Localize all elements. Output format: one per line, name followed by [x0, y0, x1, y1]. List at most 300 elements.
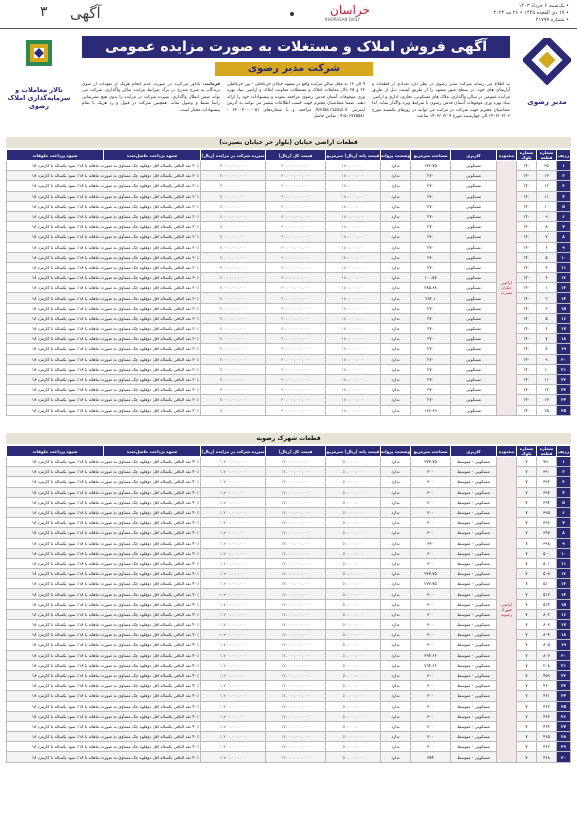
- table-cell: ۳۰۰: [411, 691, 451, 701]
- table-cell: ۹: [557, 538, 571, 548]
- ad-title: آگهی فروش املاک و مستغلات به صورت مزایده عمومی: [82, 36, 510, 58]
- table-cell: ۱۵: [557, 599, 571, 609]
- table-cell: مسکونی - متوسط: [451, 640, 497, 650]
- table-cell: ۱،۷۰۰،۰۰۰،۰۰۰: [201, 487, 266, 497]
- table-cell: مسکونی - متوسط: [451, 538, 497, 548]
- table-cell: ۷: [517, 752, 537, 762]
- table-cell: ۲۷: [557, 721, 571, 731]
- table-cell: ۴۰٪ نقد الباقی یکساله اقل دوقلوه چک مساوی به صورت ماهانه با ۱۸٪ سود یکساله با کارمزد ۱۸: [7, 732, 201, 742]
- table-cell: ۷: [517, 569, 537, 579]
- table-cell: ۷: [517, 528, 537, 538]
- table-cell: ۳،۰۰۰،۰۰۰،۰۰۰: [201, 262, 266, 272]
- table-cell: ۸۰۳: [537, 620, 557, 630]
- table-cell: ۳،۰۰۰،۰۰۰،۰۰۰: [201, 293, 266, 303]
- table-cell: ۱۸۰،۰۰۰،۰۰۰: [326, 293, 381, 303]
- table-cell: ۲۰٪ نقد الباقی یکساله اقل دوقلوه چک مساوی به صورت ماهانه با ۱۸٪ سود یکساله با کارمزد ۱۸: [7, 211, 201, 221]
- table-cell: ۴۵۹: [537, 670, 557, 680]
- table-cell: ۴۰٪ نقد الباقی یکساله اقل دوقلوه چک مساوی به صورت ماهانه با ۱۸٪ سود یکساله با کارمزد ۱۸: [7, 752, 201, 762]
- table-cell: ۸: [557, 528, 571, 538]
- table-cell: ۱،۷۰۰،۰۰۰،۰۰۰: [201, 701, 266, 711]
- table-cell: ۱۸۰،۰۰۰،۰۰۰: [326, 262, 381, 272]
- table-cell: ۱۹: [557, 640, 571, 650]
- table-cell: ۳،۰۰۰،۰۰۰،۰۰۰: [201, 252, 266, 262]
- table-cell: ۲۷۰: [411, 374, 451, 384]
- table-cell: ۴: [557, 487, 571, 497]
- table-cell: ۱۴: [557, 589, 571, 599]
- table-cell: ۱،۷۰۰،۰۰۰،۰۰۰: [201, 640, 266, 650]
- table-cell: ۴۰٪ نقد الباقی یکساله اقل دوقلوه چک مساوی به صورت ماهانه با ۱۸٪ سود یکساله با کارمزد ۱۸: [7, 579, 201, 589]
- table-cell: مسکونی: [451, 161, 497, 171]
- table-cell: مسکونی: [451, 171, 497, 181]
- table-cell: ۴۰٪ نقد الباقی یکساله اقل دوقلوه چک مساوی به صورت ماهانه با ۱۸٪ سود یکساله با کارمزد ۱۸: [7, 518, 201, 528]
- table-cell: مسکونی: [451, 293, 497, 303]
- table-cell: ۱۴۰: [517, 201, 537, 211]
- table-row: [7, 222, 571, 232]
- table-cell: ۲۰٪ نقد الباقی یکساله اقل دوقلوه چک مساوی به صورت ماهانه با ۱۸٪ سود یکساله با کارمزد ۱۸: [7, 405, 201, 415]
- table-cell: ۲۰٪ نقد الباقی یکساله اقل دوقلوه چک مساوی به صورت ماهانه با ۱۸٪ سود یکساله با کارمزد ۱۸: [7, 201, 201, 211]
- table-cell: ۳،۰۰۰،۰۰۰،۰۰۰: [201, 385, 266, 395]
- table-cell: ۳۹۲: [537, 477, 557, 487]
- column-header: ردیف: [557, 150, 571, 161]
- table-cell: ۱۷،۰۰۰،۰۰۰،۰۰۰: [266, 497, 326, 507]
- table-cell: ۱۷،۰۰۰،۰۰۰،۰۰۰: [266, 487, 326, 497]
- table-row: [7, 538, 571, 548]
- table-cell: ۴۰٪ نقد الباقی یکساله اقل دوقلوه چک مساوی به صورت ماهانه با ۱۸٪ سود یکساله با کارمزد ۱۸: [7, 691, 201, 701]
- table-cell: ندارد: [381, 252, 411, 262]
- table-cell: ۳۰۰: [411, 711, 451, 721]
- table-cell: مسکونی - متوسط: [451, 589, 497, 599]
- table-cell: ۳۰،۰۰۰،۰۰۰،۰۰۰: [266, 181, 326, 191]
- table-cell: ۱۷،۰۰۰،۰۰۰،۰۰۰: [266, 558, 326, 568]
- table-row: [7, 558, 571, 568]
- table-cell: ۵: [537, 252, 557, 262]
- table-cell: ۷: [517, 507, 537, 517]
- table-cell: ۲۷۰: [411, 364, 451, 374]
- table-cell: ۳۰: [557, 752, 571, 762]
- table-cell: ۵۰،۰۰۰،۰۰۰: [326, 528, 381, 538]
- table-cell: ۱۷: [557, 620, 571, 630]
- logo-caption-2: سرمایه‌گذاری املاک رضوی: [7, 94, 71, 110]
- table-cell: ۱۳: [557, 579, 571, 589]
- section-label: آگهی: [70, 4, 101, 22]
- table-cell: ندارد: [381, 538, 411, 548]
- table-cell: ۲۰٪ نقد الباقی یکساله اقل دوقلوه چک مساوی به صورت ماهانه با ۱۸٪ سود یکساله با کارمزد ۱۸: [7, 385, 201, 395]
- table-cell: ۵۰،۰۰۰،۰۰۰: [326, 558, 381, 568]
- column-header: شیوه پرداخت حاصل‌شده: [104, 150, 201, 161]
- table-cell: ۱،۷۰۰،۰۰۰،۰۰۰: [201, 650, 266, 660]
- intro-col-middle: ۹ الی ۱۳ به محل سالن مزایده واقع در مشهد خیابان حرعاملی - بین حرعاملی ۲۳ و ۲۵ تالار معاملات املاک و مستغلات معاونت املاک و اراضی بنیاد بهره وری موقوفات آستان قدس رضوی مراجعه نموده و پیشنهادات خود را ارائه دهند. ضمنا متقاضیان محترم جهت کسب اطلاعات بیشتر می توانند به آدرس اینترنتی Amlak.razavi.ir مراجعه و یا شماره‌های ۰۵۱-۳۲۰۰۴۰۰۰ - ۰۹۱۵۰۶۷۷۵۵۸۱ تماس حاصل: [227, 82, 365, 120]
- intro-col-right: به اطلاع می رساند شرکت مدبر رضوی در نظر دارد تعدادی از قطعات و آپارتمان های خود، در سطح شهر مشهد را از طریق لیست ذیل از طریق مزایده عمومی در سالن واگذاری، ملاک های مسکونی، تجاری، اداری و اراضی بنیاد بهره وری موقوفات آستان قدس رضوی با شرایط ویژه واگذار نماید. لذا متقاضیان محترم جهت شرکت در مزایده می توانند در روزهای یکشنبه مورخ ۱۴۰۳/۰۳/۰۶ الی چهارشنبه مورخ ۱۴۰۳/۰۳/۰۹ ساعت: [372, 82, 510, 120]
- table-cell: ۳،۰۰۰،۰۰۰،۰۰۰: [201, 324, 266, 334]
- table-cell: ۷: [557, 222, 571, 232]
- column-header: مساحت مترمربع: [411, 150, 451, 161]
- table-cell: ندارد: [381, 711, 411, 721]
- table-cell: ۳۰۰: [411, 599, 451, 609]
- table-cell: ۱۴۰: [517, 222, 537, 232]
- table-cell: ۳،۰۰۰،۰۰۰،۰۰۰: [201, 201, 266, 211]
- table-cell: ۱۷،۰۰۰،۰۰۰،۰۰۰: [266, 589, 326, 599]
- column-header: شماره قطعه: [537, 150, 557, 161]
- table-cell: ۲۰٪ نقد الباقی یکساله اقل دوقلوه چک مساوی به صورت ماهانه با ۱۸٪ سود یکساله با کارمزد ۱۸: [7, 262, 201, 272]
- area-label-cell: اراضی شهرک رضویه: [497, 457, 517, 763]
- table-cell: ندارد: [381, 354, 411, 364]
- table-cell: ۳۰،۰۰۰،۰۰۰،۰۰۰: [266, 344, 326, 354]
- table-cell: ۵۰،۰۰۰،۰۰۰: [326, 569, 381, 579]
- table-cell: ۱،۷۰۰،۰۰۰،۰۰۰: [201, 732, 266, 742]
- table-cell: ۸۰۷: [537, 650, 557, 660]
- table-cell: ۱۸۰،۰۰۰،۰۰۰: [326, 334, 381, 344]
- table-cell: ۵۰،۰۰۰،۰۰۰: [326, 518, 381, 528]
- table-cell: ۳۰۰: [411, 589, 451, 599]
- table-cell: ۵۰،۰۰۰،۰۰۰: [326, 457, 381, 467]
- table-cell: ۴۶۸: [537, 752, 557, 762]
- table-cell: ۴: [537, 262, 557, 272]
- table-cell: ۱،۷۰۰،۰۰۰،۰۰۰: [201, 457, 266, 467]
- table-cell: ۴۶۳: [537, 711, 557, 721]
- table-cell: مسکونی: [451, 273, 497, 283]
- table-cell: ۳،۰۰۰،۰۰۰،۰۰۰: [201, 405, 266, 415]
- table-cell: ۷: [517, 681, 537, 691]
- table-cell: ۳،۰۰۰،۰۰۰،۰۰۰: [201, 354, 266, 364]
- table-cell: ۷: [517, 599, 537, 609]
- table-row: [7, 385, 571, 395]
- table-row: [7, 599, 571, 609]
- table-row: [7, 161, 571, 171]
- table-cell: مسکونی: [451, 252, 497, 262]
- table-cell: ۴۰٪ نقد الباقی یکساله اقل دوقلوه چک مساوی به صورت ماهانه با ۱۸٪ سود یکساله با کارمزد ۱۸: [7, 528, 201, 538]
- table-cell: ندارد: [381, 518, 411, 528]
- table-cell: ۳۰،۰۰۰،۰۰۰،۰۰۰: [266, 364, 326, 374]
- table-cell: ۲۰٪ نقد الباقی یکساله اقل دوقلوه چک مساوی به صورت ماهانه با ۱۸٪ سود یکساله با کارمزد ۱۸: [7, 293, 201, 303]
- table-cell: ۲۵: [557, 405, 571, 415]
- table-row: [7, 313, 571, 323]
- table-cell: ۲۷۰: [411, 334, 451, 344]
- table-cell: ۱،۷۰۰،۰۰۰،۰۰۰: [201, 609, 266, 619]
- table-cell: ۸۰۲: [537, 609, 557, 619]
- table-cell: ۳۰،۰۰۰،۰۰۰،۰۰۰: [266, 222, 326, 232]
- logo-caption: مدبر رضوی: [527, 98, 567, 106]
- table-cell: ۲۷۰: [411, 344, 451, 354]
- table-cell: ۳۰۰: [411, 620, 451, 630]
- table-cell: ۱۳: [537, 395, 557, 405]
- table-cell: ندارد: [381, 579, 411, 589]
- table-cell: مسکونی: [451, 364, 497, 374]
- table-cell: ۳۰۰: [411, 721, 451, 731]
- date-line: • یک‌شنبه ۶ خرداد ۱۴۰۳: [518, 3, 569, 9]
- table-cell: ۳،۰۰۰،۰۰۰،۰۰۰: [201, 232, 266, 242]
- table-row: [7, 681, 571, 691]
- table-cell: ندارد: [381, 344, 411, 354]
- table-cell: ۴۰٪ نقد الباقی یکساله اقل دوقلوه چک مساوی به صورت ماهانه با ۱۸٪ سود یکساله با کارمزد ۱۸: [7, 599, 201, 609]
- table-cell: مسکونی - متوسط: [451, 528, 497, 538]
- table-cell: ۱۷،۰۰۰،۰۰۰،۰۰۰: [266, 691, 326, 701]
- table-row: [7, 232, 571, 242]
- table-cell: ۴۰٪ نقد الباقی یکساله اقل دوقلوه چک مساوی به صورت ماهانه با ۱۸٪ سود یکساله با کارمزد ۱۸: [7, 487, 201, 497]
- table-cell: ۵۰،۰۰۰،۰۰۰: [326, 752, 381, 762]
- table-cell: ۵۰،۰۰۰،۰۰۰: [326, 507, 381, 517]
- table-cell: ۸: [537, 222, 557, 232]
- table-cell: ۵۰۱: [537, 558, 557, 568]
- table-cell: ۲۷۰: [411, 232, 451, 242]
- table-cell: ۲۷۰: [411, 171, 451, 181]
- table-cell: ندارد: [381, 262, 411, 272]
- table-row: [7, 262, 571, 272]
- table-cell: ۴۰٪ نقد الباقی یکساله اقل دوقلوه چک مساوی به صورت ماهانه با ۱۸٪ سود یکساله با کارمزد ۱۸: [7, 477, 201, 487]
- table-cell: ۱۸۰،۰۰۰،۰۰۰: [326, 191, 381, 201]
- table-cell: ۴۰٪ نقد الباقی یکساله اقل دوقلوه چک مساوی به صورت ماهانه با ۱۸٪ سود یکساله با کارمزد ۱۸: [7, 711, 201, 721]
- table-cell: ندارد: [381, 181, 411, 191]
- table-cell: ۳،۰۰۰،۰۰۰،۰۰۰: [201, 334, 266, 344]
- table-cell: ۱،۷۰۰،۰۰۰،۰۰۰: [201, 681, 266, 691]
- table-cell: ۱،۷۰۰،۰۰۰،۰۰۰: [201, 630, 266, 640]
- table-cell: ۲۳: [557, 681, 571, 691]
- table-cell: ۳،۰۰۰،۰۰۰،۰۰۰: [201, 161, 266, 171]
- table-razavieh: [6, 445, 571, 763]
- table-cell: ۱۴۰: [517, 364, 537, 374]
- table-cell: ۱،۷۰۰،۰۰۰،۰۰۰: [201, 528, 266, 538]
- table-cell: ندارد: [381, 497, 411, 507]
- table-cell: ۳۰،۰۰۰،۰۰۰،۰۰۰: [266, 242, 326, 252]
- table-cell: ۱۴۰: [517, 283, 537, 293]
- table-cell: ۳۹۳: [537, 487, 557, 497]
- table-cell: ۳،۰۰۰،۰۰۰،۰۰۰: [201, 211, 266, 221]
- column-header: قیمت پایه (ریال) مترمربع: [326, 446, 381, 457]
- table-cell: ۱۸۰،۰۰۰،۰۰۰: [326, 283, 381, 293]
- table-cell: ندارد: [381, 620, 411, 630]
- table-cell: ۵۰،۰۰۰،۰۰۰: [326, 467, 381, 477]
- table-cell: ۱۷،۰۰۰،۰۰۰،۰۰۰: [266, 721, 326, 731]
- table-cell: ۲۰٪ نقد الباقی یکساله اقل دوقلوه چک مساوی به صورت ماهانه با ۱۸٪ سود یکساله با کارمزد ۱۸: [7, 395, 201, 405]
- table-row: [7, 334, 571, 344]
- table-cell: ۳۰،۰۰۰،۰۰۰،۰۰۰: [266, 201, 326, 211]
- table-row: [7, 721, 571, 731]
- table-cell: ندارد: [381, 721, 411, 731]
- table-row: [7, 457, 571, 467]
- table-cell: ۱۸۰،۰۰۰،۰۰۰: [326, 344, 381, 354]
- table-cell: ۷: [517, 538, 537, 548]
- table-cell: ۱۸۰،۰۰۰،۰۰۰: [326, 273, 381, 283]
- table-cell: ندارد: [381, 242, 411, 252]
- table-cell: ۴۰٪ نقد الباقی یکساله اقل دوقلوه چک مساوی به صورت ماهانه با ۱۸٪ سود یکساله با کارمزد ۱۸: [7, 620, 201, 630]
- table-cell: ۵۰،۰۰۰،۰۰۰: [326, 538, 381, 548]
- table-cell: ۳۰۰: [411, 558, 451, 568]
- table-cell: ۱۰۰.۵۳: [411, 273, 451, 283]
- table-cell: ۱،۷۰۰،۰۰۰،۰۰۰: [201, 558, 266, 568]
- table-cell: ۲۷۰: [411, 303, 451, 313]
- table-cell: ۴۰٪ نقد الباقی یکساله اقل دوقلوه چک مساوی به صورت ماهانه با ۱۸٪ سود یکساله با کارمزد ۱۸: [7, 640, 201, 650]
- table-cell: ۳،۰۰۰،۰۰۰،۰۰۰: [201, 222, 266, 232]
- table-cell: ۷: [517, 650, 537, 660]
- table-cell: ۴۶۲: [537, 701, 557, 711]
- table-cell: مسکونی: [451, 385, 497, 395]
- column-header: سپرده شرکت در مزایده (ریال): [201, 150, 266, 161]
- table-cell: ۱: [537, 283, 557, 293]
- table-cell: ۱۷،۰۰۰،۰۰۰،۰۰۰: [266, 752, 326, 762]
- table-row: [7, 364, 571, 374]
- table-cell: ندارد: [381, 457, 411, 467]
- table-cell: ندارد: [381, 630, 411, 640]
- table-cell: ۵۰،۰۰۰،۰۰۰: [326, 691, 381, 701]
- table-cell: ۱۵: [537, 405, 557, 415]
- table-cell: ۴۰٪ نقد الباقی یکساله اقل دوقلوه چک مساوی به صورت ماهانه با ۱۸٪ سود یکساله با کارمزد ۱۸: [7, 507, 201, 517]
- table-cell: ۱۷،۰۰۰،۰۰۰،۰۰۰: [266, 681, 326, 691]
- table-cell: ۲۷۷.۷۵: [411, 457, 451, 467]
- table-cell: ۳۰،۰۰۰،۰۰۰،۰۰۰: [266, 334, 326, 344]
- table-cell: ۱۴۰: [517, 395, 537, 405]
- table-cell: ندارد: [381, 405, 411, 415]
- table-cell: ۳،۰۰۰،۰۰۰،۰۰۰: [201, 364, 266, 374]
- table-cell: ۲۰: [557, 354, 571, 364]
- table-row: [7, 283, 571, 293]
- table-cell: ۱۱: [557, 558, 571, 568]
- table-cell: ۲۱: [557, 364, 571, 374]
- modabber-logo-icon: [523, 38, 571, 94]
- table-cell: ۱: [557, 457, 571, 467]
- table-cell: ۹: [537, 211, 557, 221]
- table-cell: مسکونی: [451, 181, 497, 191]
- table-cell: ۵۰،۰۰۰،۰۰۰: [326, 630, 381, 640]
- amlak-logo-icon: [4, 38, 74, 82]
- table-cell: مسکونی - متوسط: [451, 732, 497, 742]
- table-cell: ۷: [517, 579, 537, 589]
- table-cell: ۴۰٪ نقد الباقی یکساله اقل دوقلوه چک مساوی به صورت ماهانه با ۱۸٪ سود یکساله با کارمزد ۱۸: [7, 670, 201, 680]
- table-cell: ۲۰٪ نقد الباقی یکساله اقل دوقلوه چک مساوی به صورت ماهانه با ۱۸٪ سود یکساله با کارمزد ۱۸: [7, 273, 201, 283]
- table-cell: ندارد: [381, 650, 411, 660]
- table-cell: ۳،۰۰۰،۰۰۰،۰۰۰: [201, 273, 266, 283]
- table-cell: ۲۰٪ نقد الباقی یکساله اقل دوقلوه چک مساوی به صورت ماهانه با ۱۸٪ سود یکساله با کارمزد ۱۸: [7, 161, 201, 171]
- table-cell: ۸: [537, 344, 557, 354]
- table-cell: ۱،۷۰۰،۰۰۰،۰۰۰: [201, 477, 266, 487]
- table-cell: ۳،۰۰۰،۰۰۰،۰۰۰: [201, 242, 266, 252]
- table-cell: ۲: [557, 171, 571, 181]
- table-cell: ۴۰٪ نقد الباقی یکساله اقل دوقلوه چک مساوی به صورت ماهانه با ۱۸٪ سود یکساله با کارمزد ۱۸: [7, 558, 201, 568]
- table-cell: مسکونی - متوسط: [451, 701, 497, 711]
- table-cell: ۵۰،۰۰۰،۰۰۰: [326, 609, 381, 619]
- table-cell: ندارد: [381, 232, 411, 242]
- table-cell: ۱۸۰،۰۰۰،۰۰۰: [326, 374, 381, 384]
- table-cell: ۲۸۵.۶۸: [411, 283, 451, 293]
- table-cell: ۳۹۵: [537, 507, 557, 517]
- table-row: [7, 670, 571, 680]
- table-cell: ۵۰،۰۰۰،۰۰۰: [326, 620, 381, 630]
- table-cell: ۴۰٪ نقد الباقی یکساله اقل دوقلوه چک مساوی به صورت ماهانه با ۱۸٪ سود یکساله با کارمزد ۱۸: [7, 609, 201, 619]
- table-cell: ۳۰۰: [411, 548, 451, 558]
- table-cell: ۲۰٪ نقد الباقی یکساله اقل دوقلوه چک مساوی به صورت ماهانه با ۱۸٪ سود یکساله با کارمزد ۱۸: [7, 191, 201, 201]
- table-cell: مسکونی - متوسط: [451, 609, 497, 619]
- table-cell: ۲۹۲.۱: [411, 293, 451, 303]
- table-cell: ۲۹: [557, 742, 571, 752]
- modabber-razavi-logo: [523, 38, 571, 110]
- column-header: کاربری: [451, 446, 497, 457]
- table-row: [7, 273, 571, 283]
- table-cell: ۱،۷۰۰،۰۰۰،۰۰۰: [201, 507, 266, 517]
- table-cell: ۵۰،۰۰۰،۰۰۰: [326, 487, 381, 497]
- table-cell: مسکونی: [451, 334, 497, 344]
- table-cell: ۱،۷۰۰،۰۰۰،۰۰۰: [201, 620, 266, 630]
- table-cell: ۱،۷۰۰،۰۰۰،۰۰۰: [201, 660, 266, 670]
- table-cell: ۱،۷۰۰،۰۰۰،۰۰۰: [201, 467, 266, 477]
- table-cell: ندارد: [381, 161, 411, 171]
- table-cell: ۵۰،۰۰۰،۰۰۰: [326, 477, 381, 487]
- table-cell: ۱،۷۰۰،۰۰۰،۰۰۰: [201, 721, 266, 731]
- table-cell: ندارد: [381, 364, 411, 374]
- table-cell: ۳،۰۰۰،۰۰۰،۰۰۰: [201, 181, 266, 191]
- intro-body: یادآور می‌گردد در صورت عدم انجام هریک از تعهدات از سوی برندگان به شرح مندرج در برگ شرایط مزایده سالن واگذاری، شرکت می تواند ضمن ابطال واگذاری، سپرده شرکت در مزایده را بدون هیچ تشریفاتی راسا ضبط و وصول نماید. همچنین شرکت در قبول و رد هریک یا تمام پیشنهادات مختار است.: [82, 82, 220, 113]
- table-cell: ۲۰٪ نقد الباقی یکساله اقل دوقلوه چک مساوی به صورت ماهانه با ۱۸٪ سود یکساله با کارمزد ۱۸: [7, 334, 201, 344]
- table-cell: ۱،۷۰۰،۰۰۰،۰۰۰: [201, 579, 266, 589]
- table-cell: ۲۰٪ نقد الباقی یکساله اقل دوقلوه چک مساوی به صورت ماهانه با ۱۸٪ سود یکساله با کارمزد ۱۸: [7, 344, 201, 354]
- table-cell: ۵۰،۰۰۰،۰۰۰: [326, 599, 381, 609]
- table-cell: ندارد: [381, 293, 411, 303]
- table-cell: ۲۷۰: [411, 252, 451, 262]
- table-cell: ۴۰٪ نقد الباقی یکساله اقل دوقلوه چک مساوی به صورت ماهانه با ۱۸٪ سود یکساله با کارمزد ۱۸: [7, 630, 201, 640]
- table-cell: مسکونی: [451, 354, 497, 364]
- table-cell: ندارد: [381, 467, 411, 477]
- table-row: [7, 201, 571, 211]
- table-cell: ۵: [537, 313, 557, 323]
- table-row: [7, 405, 571, 415]
- table-cell: ۲۰٪ نقد الباقی یکساله اقل دوقلوه چک مساوی به صورت ماهانه با ۱۸٪ سود یکساله با کارمزد ۱۸: [7, 222, 201, 232]
- table-cell: ۱۷،۰۰۰،۰۰۰،۰۰۰: [266, 650, 326, 660]
- table-cell: ۷: [557, 518, 571, 528]
- table-cell: ۱۴۰: [517, 313, 537, 323]
- table-cell: مسکونی - متوسط: [451, 630, 497, 640]
- table-cell: مسکونی - متوسط: [451, 569, 497, 579]
- table-basirat: [6, 149, 571, 416]
- table-cell: ۲: [537, 303, 557, 313]
- table-cell: ۳۰،۰۰۰،۰۰۰،۰۰۰: [266, 324, 326, 334]
- table-row: [7, 211, 571, 221]
- table-row: [7, 242, 571, 252]
- table-cell: مسکونی - متوسط: [451, 752, 497, 762]
- table-cell: ۱۷،۰۰۰،۰۰۰،۰۰۰: [266, 477, 326, 487]
- table-cell: ۲: [537, 293, 557, 303]
- table-cell: ۵۰،۰۰۰،۰۰۰: [326, 660, 381, 670]
- table-cell: مسکونی: [451, 324, 497, 334]
- table-cell: ۳،۰۰۰،۰۰۰،۰۰۰: [201, 395, 266, 405]
- table-cell: ۷: [517, 732, 537, 742]
- table-cell: ۲۶: [557, 711, 571, 721]
- table-cell: ۲۷۰: [411, 395, 451, 405]
- table-cell: ۱۴۰: [517, 191, 537, 201]
- table-cell: ۷: [517, 558, 537, 568]
- table-cell: ۱۸۰،۰۰۰،۰۰۰: [326, 354, 381, 364]
- table-cell: ۱۷،۰۰۰،۰۰۰،۰۰۰: [266, 548, 326, 558]
- table-cell: ۱۰: [537, 364, 557, 374]
- table-cell: ۱۸: [557, 630, 571, 640]
- table-cell: ۱۴۰: [517, 252, 537, 262]
- table-cell: ندارد: [381, 222, 411, 232]
- separator-dot-icon: [290, 12, 294, 16]
- column-header: شماره قطعه: [537, 446, 557, 457]
- table-cell: ۲۹۴.۶۶: [411, 660, 451, 670]
- table-cell: ۵۱۴: [537, 599, 557, 609]
- page-header-strip: [0, 0, 577, 29]
- table-cell: مسکونی: [451, 405, 497, 415]
- table-cell: ۵۰،۰۰۰،۰۰۰: [326, 701, 381, 711]
- table-cell: ۳۰،۰۰۰،۰۰۰،۰۰۰: [266, 262, 326, 272]
- table-row: [7, 548, 571, 558]
- table-cell: ۴۶۱: [537, 691, 557, 701]
- table-row: [7, 660, 571, 670]
- table-row: [7, 640, 571, 650]
- table-cell: ۲۷۷.۷۵: [411, 579, 451, 589]
- table-row: [7, 528, 571, 538]
- table-cell: ۱۸۰،۰۰۰،۰۰۰: [326, 242, 381, 252]
- table-row: [7, 395, 571, 405]
- table-cell: ۱۷،۰۰۰،۰۰۰،۰۰۰: [266, 569, 326, 579]
- table-cell: ۲۷۰: [411, 324, 451, 334]
